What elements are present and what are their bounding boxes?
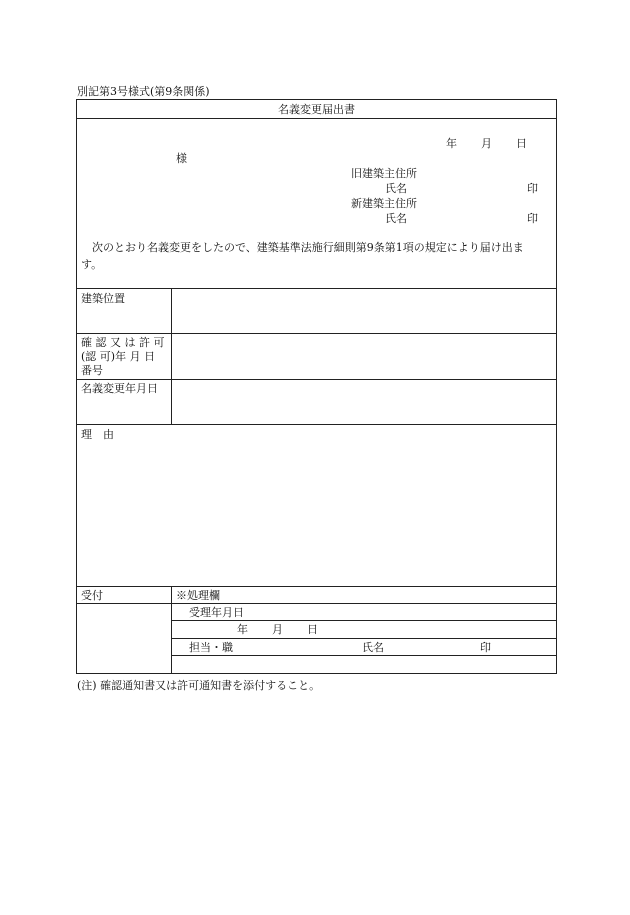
date-month-label: 月 (481, 137, 492, 150)
new-owner-seal-mark: 印 (527, 212, 538, 225)
statement-text-continued: す。 (81, 258, 103, 271)
permit-info-label-line1: 確 認 又 は 許 可 (81, 336, 165, 349)
building-location-field[interactable] (172, 289, 556, 333)
new-owner-name-label: 氏名 (385, 212, 407, 225)
row-divider (76, 424, 557, 425)
date-year-label: 年 (446, 137, 457, 150)
new-owner-address-label: 新建築主住所 (351, 197, 417, 210)
name-change-date-label: 名義変更年月日 (81, 382, 158, 395)
received-year-label: 年 (237, 623, 248, 636)
old-owner-seal-mark: 印 (527, 182, 538, 195)
reason-field[interactable] (77, 443, 556, 585)
permit-info-label (81, 336, 164, 378)
staff-seal-mark: 印 (480, 641, 491, 654)
addressee-suffix: 様 (176, 152, 187, 165)
staff-title-label: 担当・職 (189, 641, 233, 654)
building-location-label: 建築位置 (81, 292, 125, 305)
title-divider (76, 118, 557, 119)
received-month-label: 月 (272, 623, 283, 636)
name-change-date-field[interactable] (172, 380, 556, 424)
office-row-divider (171, 655, 557, 656)
form-title: 名義変更届出書 (278, 103, 355, 116)
old-owner-address-label: 旧建築主住所 (351, 167, 417, 180)
footnote: (注) 確認通知書又は許可通知書を添付すること。 (77, 679, 321, 692)
reception-label: 受付 (81, 589, 103, 602)
old-owner-name-label: 氏名 (385, 182, 407, 195)
office-row-divider (76, 603, 557, 604)
permit-info-label-line2: (認 可)年 月 日 (81, 350, 156, 363)
row-divider (76, 586, 557, 587)
date-day-label: 日 (516, 137, 527, 150)
form-number-note: 別記第3号様式(第9条関係) (77, 85, 210, 98)
reason-label: 理 由 (81, 428, 114, 441)
statement-text: 次のとおり名義変更をしたので、建築基準法施行細則第9条第1項の規定により届け出ま (92, 241, 524, 254)
processing-column-label: ※処理欄 (176, 589, 220, 602)
office-row-divider (171, 638, 557, 639)
office-row-divider (171, 620, 557, 621)
permit-info-label-line3: 番号 (81, 364, 103, 377)
staff-name-label: 氏名 (362, 641, 384, 654)
permit-info-field[interactable] (172, 334, 556, 379)
received-date-label: 受理年月日 (189, 606, 244, 619)
office-column-divider (171, 586, 172, 674)
received-day-label: 日 (307, 623, 318, 636)
